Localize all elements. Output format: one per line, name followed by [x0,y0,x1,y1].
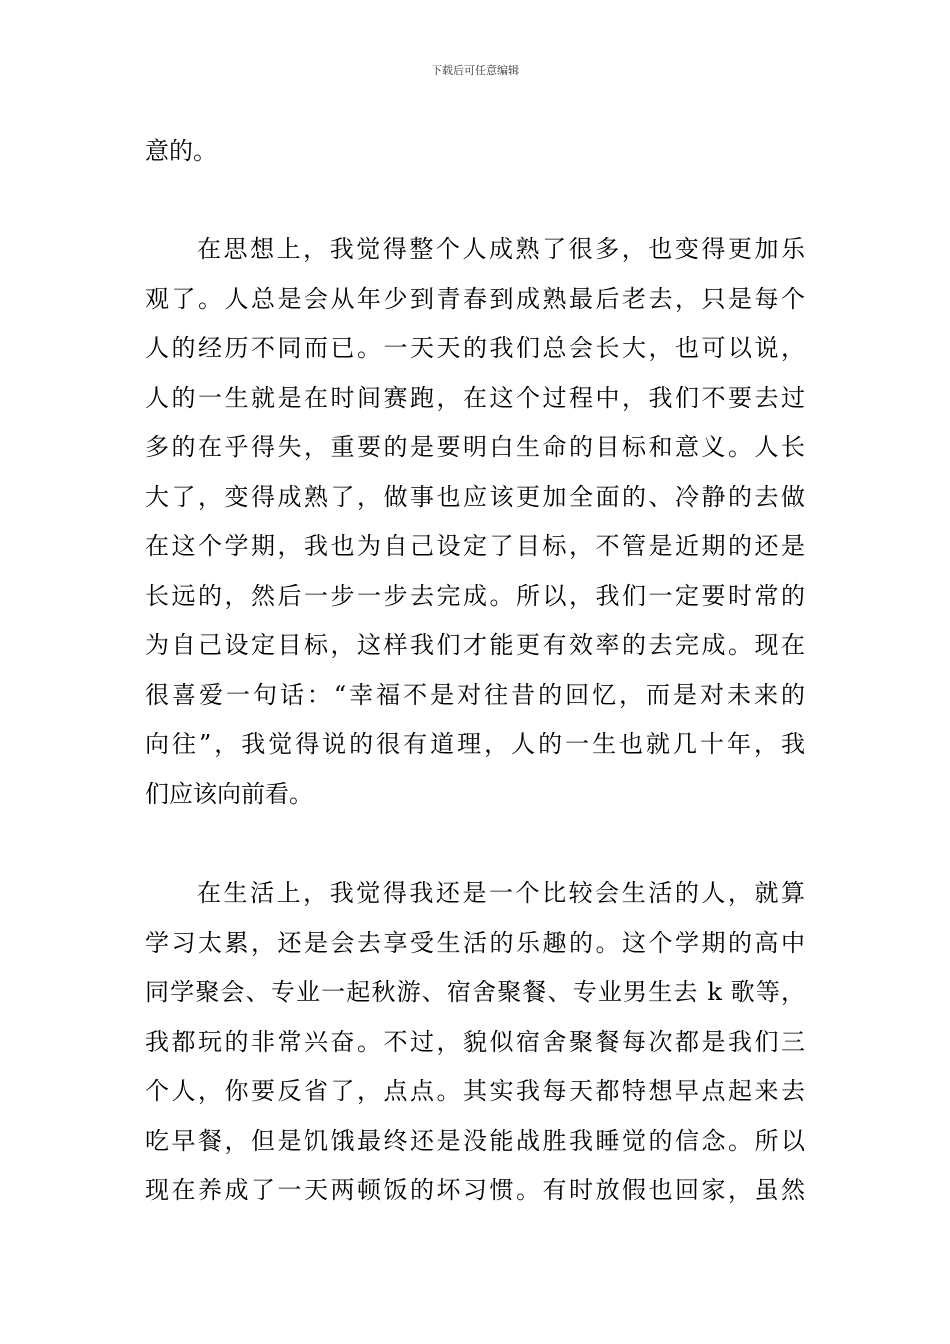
text-line: 在生活上，我觉得我还是一个比较会生活的人，就算 [197,879,805,907]
text-line: 观了。人总是会从年少到青春到成熟最后老去，只是每个 [145,284,805,313]
text-line: 同学聚会、专业一起秋游、宿舍聚餐、专业男生去 k 歌等， [145,978,805,1006]
text-line: 吃早餐，但是饥饿最终还是没能战胜我睡觉的信念。所以 [145,1126,805,1155]
text-line: 现在养成了一天两顿饭的坏习惯。有时放假也回家，虽然 [145,1176,805,1204]
text-line: 多的在乎得失，重要的是要明白生命的目标和意义。人长 [145,433,805,461]
paragraph-1 [145,127,805,177]
text-line: 在思想上，我觉得整个人成熟了很多，也变得更加乐 [197,235,805,263]
text-line: 长远的，然后一步一步去完成。所以，我们一定要时常的 [145,581,805,610]
text-line: 我都玩的非常兴奋。不过，貌似宿舍聚餐每次都是我们三 [145,1027,805,1056]
paragraph-2 [145,225,805,819]
text-line: 很喜爱一句话：“幸福不是对往昔的回忆，而是对未来的 [145,680,805,709]
text-line: 个人，你要反省了，点点。其实我每天都特想早点起来去 [145,1077,805,1105]
text-line: 在这个学期，我也为自己设定了目标，不管是近期的还是 [145,532,805,560]
text-line: 意的。 [145,137,217,165]
text-line: 学习太累，还是会去享受生活的乐趣的。这个学期的高中 [145,928,805,957]
paragraph-3 [145,869,805,1216]
text-line: 大了，变得成熟了，做事也应该更加全面的、冷静的去做 [145,482,805,511]
page-header: 下载后可任意编辑 [431,64,519,77]
text-line: 向往”，我觉得说的很有道理，人的一生也就几十年，我 [145,730,805,758]
text-line: 为自己设定目标，这样我们才能更有效率的去完成。现在 [145,631,805,659]
text-line: 们应该向前看。 [145,779,313,808]
text-line: 人的一生就是在时间赛跑，在这个过程中，我们不要去过 [145,383,805,412]
text-line: 人的经历不同而已。一天天的我们总会长大，也可以说， [145,334,805,362]
